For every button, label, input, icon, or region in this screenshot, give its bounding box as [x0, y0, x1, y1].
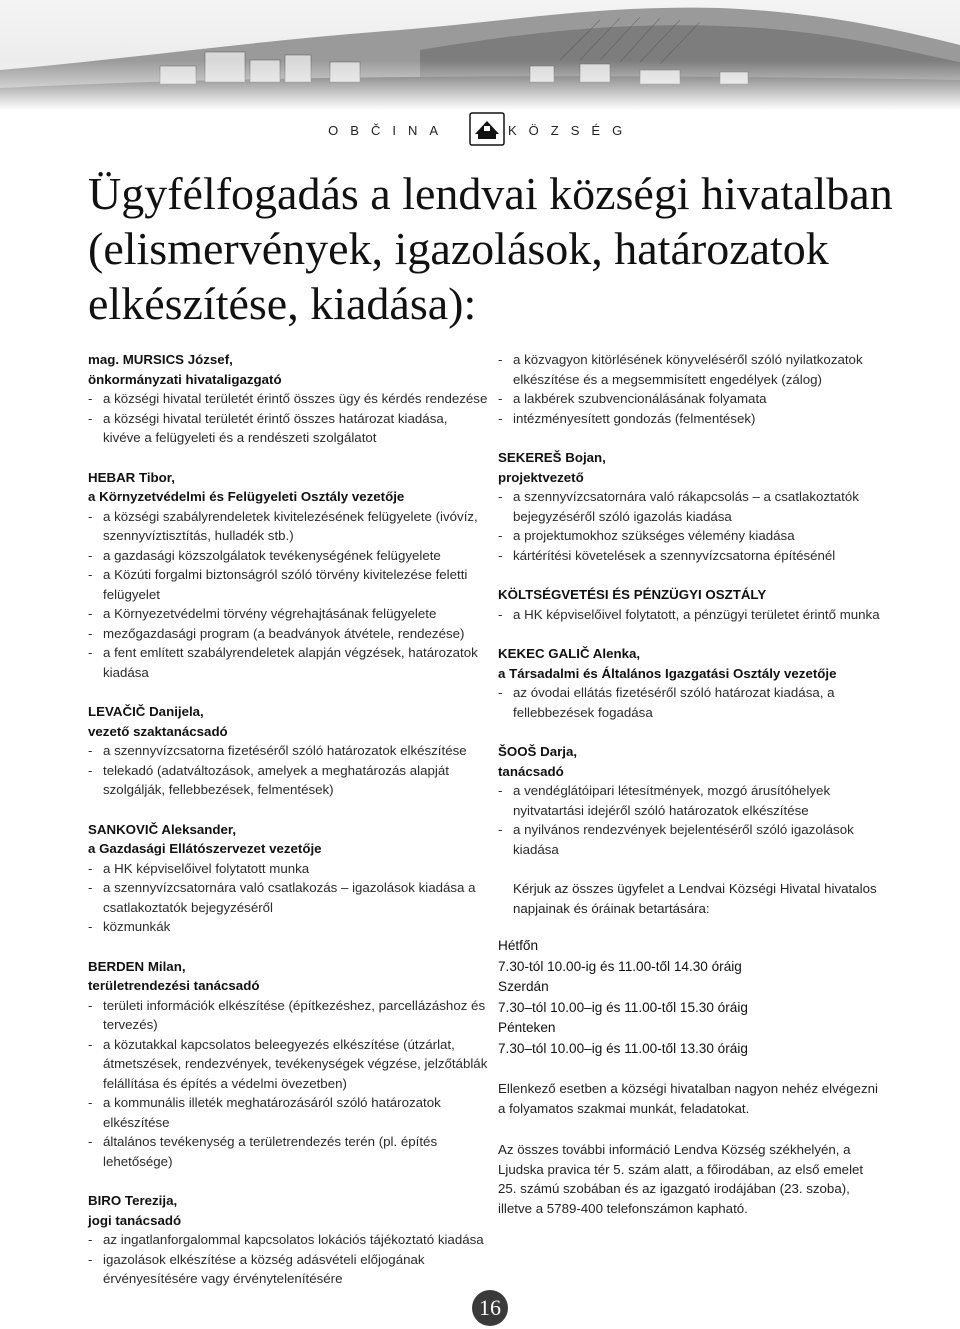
- duty-item: - közmunkák: [88, 917, 488, 937]
- duty-item: - a vendéglátóipari létesítmények, mozgó árusítóhelyek nyitvatartási idejéről szóló határozatok elkészítése: [498, 781, 883, 820]
- duty-item: - a gazdasági közszolgálatok tevékenységének felügyelete: [88, 546, 488, 566]
- staff-position: a Társadalmi és Általános Igazgatási Osztály vezetője: [498, 665, 837, 681]
- staff-name: SANKOVIČ Aleksander,: [88, 821, 237, 837]
- office-day: Hétfőn: [498, 938, 539, 953]
- duty-item: - kártérítési követelések a szennyvízcsatorna építésénél: [498, 546, 883, 566]
- staff-name: mag. MURSICS József,: [88, 352, 233, 367]
- duty-item: - intézményesített gondozás (felmentések): [498, 409, 883, 429]
- staff-position: projektvezető: [498, 469, 584, 485]
- office-day: Szerdán: [498, 979, 549, 994]
- duty-list: [88, 741, 488, 800]
- duty-list: [498, 487, 883, 565]
- staff-name: ŠOOŠ Darja,: [498, 744, 578, 759]
- duty-item: - a községi hivatal területét érintő összes ügy és kérdés rendezése: [88, 389, 488, 409]
- staff-position: területrendezési tanácsadó: [88, 978, 260, 993]
- staff-name: KEKEC GALIČ Alenka,: [498, 646, 641, 661]
- office-hours: [498, 936, 883, 1059]
- duty-list: [498, 605, 883, 625]
- duty-item: - a nyilvános rendezvények bejelentéséről szóló igazolások kiadása: [498, 820, 883, 859]
- page-number: 16: [479, 1295, 501, 1320]
- staff-name: LEVAČIČ Danijela,: [88, 704, 204, 719]
- duty-list: [88, 1230, 488, 1289]
- duty-item: - telekadó (adatváltozások, amelyek a meghatározás alapját szolgálják, fellebbezések, felmentések): [88, 761, 488, 800]
- staff-entry: [88, 820, 488, 937]
- staff-name: HEBAR Tibor,: [88, 469, 175, 485]
- duty-list: [88, 389, 488, 448]
- staff-entry: [498, 585, 883, 624]
- municipality-logo: [469, 112, 505, 146]
- office-time: 7.30-tól 10.00-ig és 11.00-től 14.30 óráig: [498, 958, 742, 974]
- duty-item: - a Közúti forgalmi biztonságról szóló törvény kivitelezése feletti felügyelet: [88, 565, 488, 604]
- duty-item: - a szennyvízcsatornára való csatlakozás – igazolások kiadása a csatlakoztatók bejegyzéséről: [88, 878, 488, 917]
- page-number-badge: [470, 1288, 510, 1328]
- duty-item: - az óvodai ellátás fizetéséről szóló határozat kiadása, a fellebbezések fogadása: [498, 683, 883, 722]
- right-column: [498, 350, 883, 1218]
- header-banner-photo: [0, 0, 960, 110]
- office-day: Pénteken: [498, 1020, 556, 1035]
- staff-entry: [88, 468, 488, 683]
- staff-position: a Gazdasági Ellátószervezet vezetője: [88, 841, 322, 856]
- duty-item: - a kommunális illeték meghatározásáról szóló határozatok elkészítése: [88, 1093, 488, 1132]
- duty-item: - a szennyvízcsatorna fizetéséről szóló határozatok elkészítése: [88, 741, 488, 761]
- duty-item: - igazolások elkészítése a község adásvételi előjogának érvényesítésére vagy érvénytelenítésére: [88, 1250, 488, 1289]
- staff-name: SEKEREŠ Bojan,: [498, 450, 606, 465]
- duty-list: [498, 683, 883, 722]
- staff-position: jogi tanácsadó: [88, 1212, 182, 1228]
- duty-item: - a közutakkal kapcsolatos beleegyezés elkészítése (útzárlat, átmetszések, rendezvények, tevékenységek végzése, jelzőtáblák felállítása és építés a védelmi övezetben): [88, 1035, 488, 1094]
- office-time: 7.30–tól 10.00–ig és 11.00-től 13.30 óráig: [498, 1040, 748, 1056]
- duty-item: - általános tevékenység a területrendezés terén (pl. építés lehetősége): [88, 1132, 488, 1171]
- duty-item: - a fent említett szabályrendeletek alapján végzések, határozatok kiadása: [88, 643, 488, 682]
- staff-entry: [88, 1191, 488, 1289]
- hours-intro: Kérjuk az összes ügyfelet a Lendvai Községi Hivatal hivatalos napjainak és óráinak betartására:: [513, 881, 877, 916]
- duty-item: - a lakbérek szubvencionálásának folyamata: [498, 389, 883, 409]
- staff-name: KÖLTSÉGVETÉSI ÉS PÉNZÜGYI OSZTÁLY: [498, 587, 767, 602]
- staff-entry: [498, 644, 883, 722]
- staff-position: önkormányzati hivataligazgató: [88, 371, 282, 387]
- masthead-kozseg: KÖZSÉG: [508, 123, 635, 138]
- staff-position: vezető szaktanácsadó: [88, 723, 228, 739]
- duty-item: - a projektumokhoz szükséges vélemény kiadása: [498, 526, 883, 546]
- duty-item: - a HK képviselőivel folytatott munka: [88, 859, 488, 879]
- duty-list: [88, 996, 488, 1172]
- duty-item: - a közvagyon kitörlésének könyveléséről szóló nyilatkozatok elkészítése és a megsemmisített engedélyek (zálog): [498, 350, 883, 389]
- duty-list: [88, 507, 488, 683]
- duty-item: - a községi hivatal területét érintő összes határozat kiadása, kivéve a felügyeleti és a rendészeti szolgálatot: [88, 409, 488, 448]
- staff-entry: [88, 957, 488, 1172]
- page-title: Ügyfélfogadás a lendvai községi hivatalban (elismervények, igazolások, határozatok elkészítése, kiadása):: [88, 168, 893, 329]
- contact-info: Az összes további információ Lendva Község székhelyén, a Ljudska pravica tér 5. szám alatt, a főirodában, az első emelet 25. számú szobában és az igazgató irodájában (23. szoba), illetve a 5789-400 telefonszámon kapható.: [498, 1142, 864, 1216]
- staff-name: BERDEN Milan,: [88, 958, 186, 974]
- duty-item: - az ingatlanforgalommal kapcsolatos lokációs tájékoztató kiadása: [88, 1230, 488, 1250]
- staff-position: a Környzetvédelmi és Felügyeleti Osztály vezetője: [88, 489, 405, 504]
- staff-entry: [498, 742, 883, 859]
- hours-note: Ellenkező esetben a községi hivatalban nagyon nehéz elvégezni a folyamatos szakmai munkát, feladatokat.: [498, 1081, 878, 1116]
- continued-list: [498, 350, 883, 428]
- staff-name: BIRO Terezija,: [88, 1193, 178, 1208]
- masthead: [0, 112, 960, 152]
- left-column: [88, 350, 488, 1309]
- duty-item: - a Környezetvédelmi törvény végrehajtásának felügyelete: [88, 604, 488, 624]
- duty-list: [88, 859, 488, 937]
- staff-position: tanácsadó: [498, 763, 564, 779]
- duty-item: - területi információk elkészítése (építkezéshez, parcellázáshoz és tervezés): [88, 996, 488, 1035]
- duty-list: [498, 781, 883, 859]
- duty-item: - a községi szabályrendeletek kivitelezésének felügyelete (ivóvíz, szennyvíztisztítás, hulladék stb.): [88, 507, 488, 546]
- staff-entry: [498, 448, 883, 565]
- staff-entry: [88, 702, 488, 800]
- duty-item: - mezőgazdasági program (a beadványok átvétele, rendezése): [88, 624, 488, 644]
- staff-entry: [88, 350, 488, 448]
- office-time: 7.30–tól 10.00–ig és 11.00-től 15.30 óráig: [498, 999, 748, 1015]
- masthead-obcina: OBČINA: [328, 123, 450, 138]
- duty-item: - a szennyvízcsatornára való rákapcsolás – a csatlakoztatók bejegyzéséről szóló igazolás kiadása: [498, 487, 883, 526]
- duty-item: - a HK képviselőivel folytatott, a pénzügyi területet érintő munka: [498, 605, 883, 625]
